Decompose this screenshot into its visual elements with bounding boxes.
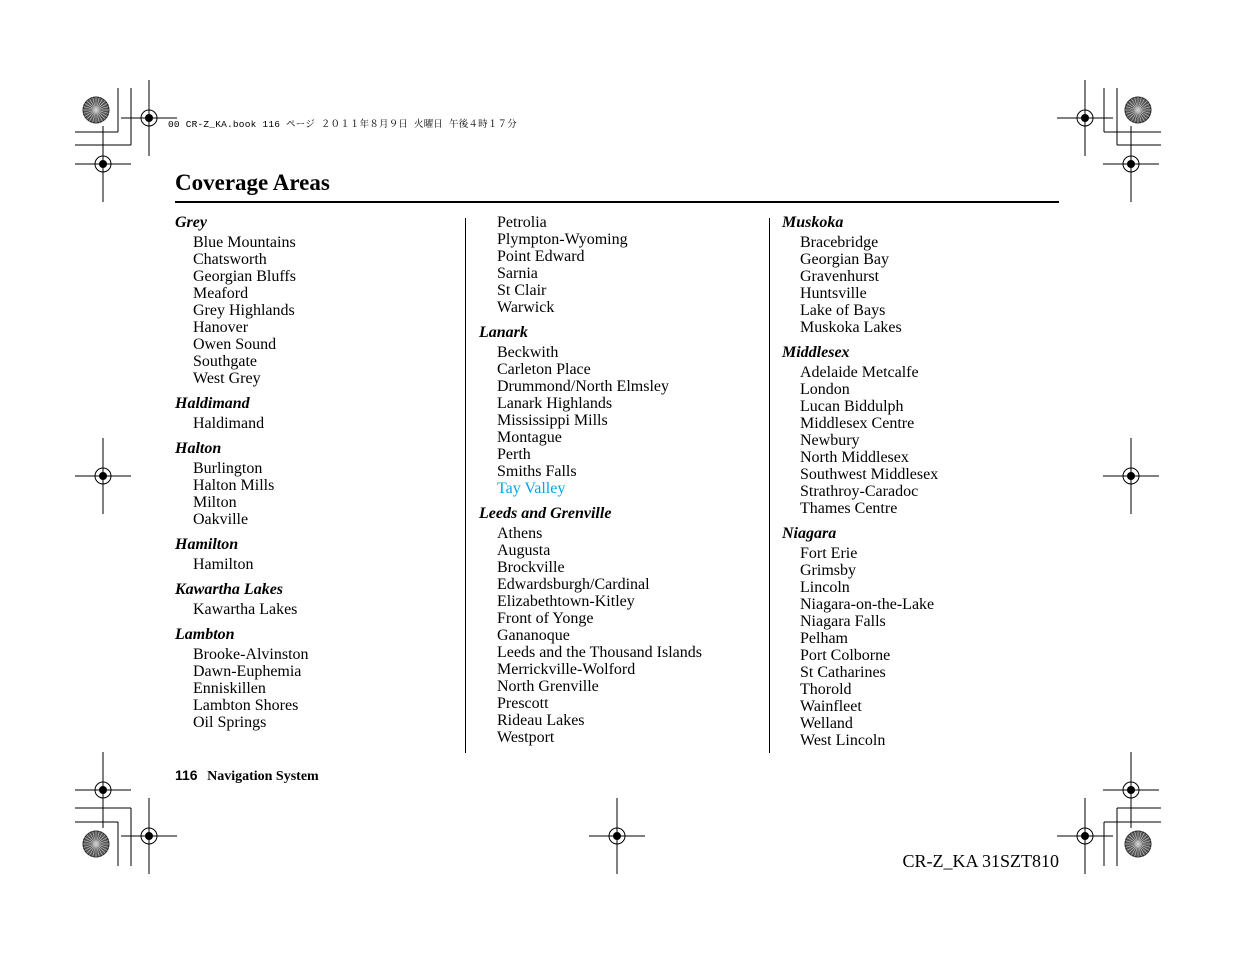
region-heading: Lambton xyxy=(175,626,235,643)
region-group xyxy=(782,525,1072,749)
region-group xyxy=(479,214,769,316)
area-item: Huntsville xyxy=(800,285,867,302)
title-rule xyxy=(175,201,1059,203)
area-item: Montague xyxy=(497,429,562,446)
region-heading: Lanark xyxy=(479,324,528,341)
area-item: Thorold xyxy=(800,681,852,698)
area-item: Haldimand xyxy=(193,415,265,432)
area-item: Elizabethtown-Kitley xyxy=(497,593,635,610)
area-item: Smiths Falls xyxy=(497,463,577,480)
area-item: Augusta xyxy=(497,542,551,559)
area-item: Petrolia xyxy=(497,214,547,231)
area-item: Westport xyxy=(497,729,555,746)
region-group xyxy=(782,344,1072,517)
area-item: Lambton Shores xyxy=(193,697,299,714)
area-item: Bracebridge xyxy=(800,234,879,251)
area-item: Brockville xyxy=(497,559,565,576)
area-item: Pelham xyxy=(800,630,848,647)
region-heading: Halton xyxy=(175,440,222,457)
area-item: West Grey xyxy=(193,370,261,387)
region-heading: Haldimand xyxy=(175,395,250,412)
area-item: Thames Centre xyxy=(800,500,898,517)
area-item: Drummond/North Elmsley xyxy=(497,378,669,395)
area-item: Lake of Bays xyxy=(800,302,886,319)
area-item: Port Colborne xyxy=(800,647,891,664)
area-item: Beckwith xyxy=(497,344,559,361)
region-group xyxy=(479,505,769,746)
column-divider xyxy=(769,218,770,753)
column-1 xyxy=(175,214,465,731)
area-item: Meaford xyxy=(193,285,249,302)
area-item: Lucan Biddulph xyxy=(800,398,904,415)
area-item: North Middlesex xyxy=(800,449,909,466)
area-item: Wainfleet xyxy=(800,698,862,715)
area-item: Leeds and the Thousand Islands xyxy=(497,644,702,661)
area-item: Gravenhurst xyxy=(800,268,880,285)
region-group xyxy=(175,581,465,618)
area-item: Owen Sound xyxy=(193,336,277,353)
area-item: Mississippi Mills xyxy=(497,412,608,429)
area-item: Fort Erie xyxy=(800,545,858,562)
area-item: North Grenville xyxy=(497,678,599,695)
area-item: Lincoln xyxy=(800,579,850,596)
region-heading: Grey xyxy=(175,214,207,231)
area-item: Chatsworth xyxy=(193,251,267,268)
area-item: Sarnia xyxy=(497,265,538,282)
region-group xyxy=(479,324,769,497)
region-group xyxy=(782,214,1072,336)
area-item: Gananoque xyxy=(497,627,570,644)
area-item: Oakville xyxy=(193,511,249,528)
area-item: Strathroy-Caradoc xyxy=(800,483,919,500)
page-footer xyxy=(175,767,319,785)
region-heading: Leeds and Grenville xyxy=(479,505,612,522)
document-code: CR-Z_KA 31SZT810 xyxy=(902,851,1059,871)
area-item: Kawartha Lakes xyxy=(193,601,298,618)
area-item: Tay Valley xyxy=(497,480,566,497)
print-slug: 00 CR-Z_KA.book 116 ページ ２０１１年８月９日 火曜日 午後４時１７分 xyxy=(168,119,517,130)
region-group xyxy=(175,440,465,528)
area-item: Brooke-Alvinston xyxy=(193,646,309,663)
area-item: Blue Mountains xyxy=(193,234,296,251)
region-group xyxy=(175,395,465,432)
area-item: Lanark Highlands xyxy=(497,395,613,412)
area-item: London xyxy=(800,381,850,398)
page-number: 116 xyxy=(175,767,198,783)
area-item: Niagara Falls xyxy=(800,613,886,630)
area-item: Edwardsburgh/Cardinal xyxy=(497,576,650,593)
region-heading: Kawartha Lakes xyxy=(175,581,284,598)
area-item: Burlington xyxy=(193,460,263,477)
area-item: Georgian Bay xyxy=(800,251,890,268)
area-item: Newbury xyxy=(800,432,860,449)
column-3 xyxy=(782,214,1072,749)
area-item: Halton Mills xyxy=(193,477,275,494)
area-item: Dawn-Euphemia xyxy=(193,663,302,680)
area-item: Middlesex Centre xyxy=(800,415,915,432)
region-heading: Muskoka xyxy=(782,214,844,231)
area-item: Georgian Bluffs xyxy=(193,268,296,285)
area-item: St Clair xyxy=(497,282,547,299)
region-group xyxy=(175,626,465,731)
area-item: Prescott xyxy=(497,695,549,712)
area-item: Carleton Place xyxy=(497,361,591,378)
area-item: Enniskillen xyxy=(193,680,266,697)
region-heading: Hamilton xyxy=(175,536,239,553)
area-item: Front of Yonge xyxy=(497,610,594,627)
region-group xyxy=(175,214,465,387)
area-item: Merrickville-Wolford xyxy=(497,661,636,678)
area-item: Perth xyxy=(497,446,531,463)
section-name: Navigation System xyxy=(207,769,319,784)
column-divider xyxy=(465,218,466,753)
area-item: Southwest Middlesex xyxy=(800,466,939,483)
region-heading: Middlesex xyxy=(782,344,850,361)
area-item: Hanover xyxy=(193,319,249,336)
area-item: Grey Highlands xyxy=(193,302,295,319)
area-item: Muskoka Lakes xyxy=(800,319,902,336)
area-item: Point Edward xyxy=(497,248,585,265)
area-item: Niagara-on-the-Lake xyxy=(800,596,935,613)
column-2 xyxy=(479,214,769,746)
area-item: Rideau Lakes xyxy=(497,712,585,729)
area-item: Grimsby xyxy=(800,562,856,579)
area-item: Milton xyxy=(193,494,237,511)
area-item: Plympton-Wyoming xyxy=(497,231,628,248)
area-item: Adelaide Metcalfe xyxy=(800,364,919,381)
region-heading: Niagara xyxy=(782,525,837,542)
area-item: Hamilton xyxy=(193,556,254,573)
area-item: Welland xyxy=(800,715,853,732)
area-item: Warwick xyxy=(497,299,555,316)
page-title: Coverage Areas xyxy=(175,170,330,195)
area-item: Southgate xyxy=(193,353,257,370)
area-item: Athens xyxy=(497,525,543,542)
area-item: Oil Springs xyxy=(193,714,267,731)
region-group xyxy=(175,536,465,573)
area-item: West Lincoln xyxy=(800,732,886,749)
area-item: St Catharines xyxy=(800,664,886,681)
